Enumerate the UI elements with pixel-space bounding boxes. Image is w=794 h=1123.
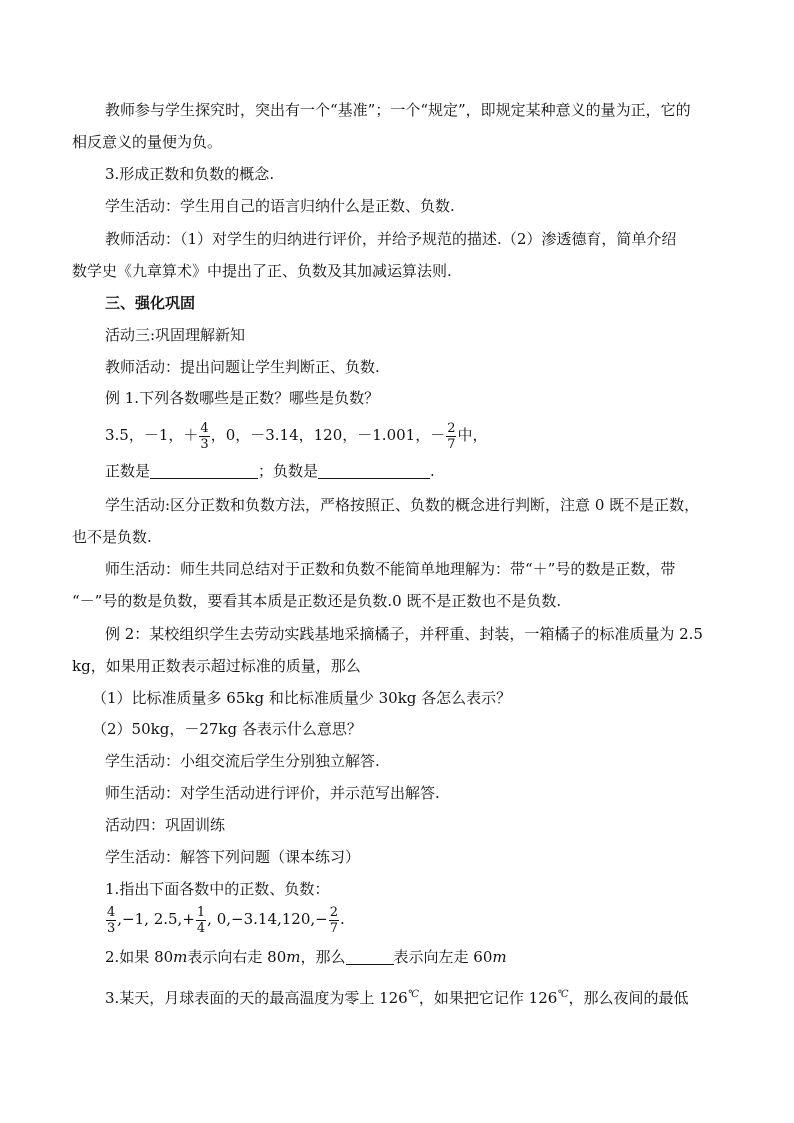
paragraph-student-activity-2-line2: 也不是负数.: [72, 528, 152, 546]
fraction-two-sevenths: $\frac{2}{7}$: [329, 904, 339, 936]
paragraph-summary-line2: “－”号的数是负数，要看其本质是正数还是负数.0 既不是正数也不是负数.: [72, 592, 562, 610]
exercise-1-number-list: $\frac{4}{3}$ ,−1, 2.5,+ $\frac{1}{4}$ , 0,−3.14,120,− $\frac{2}{7}$ .: [107, 904, 345, 936]
paragraph-benchmark-line2: 相反意义的量便为负。: [72, 133, 223, 151]
ex1-text-c: 中，: [457, 426, 488, 444]
paragraph-student-activity-2-line1: 学生活动:区分正数和负数方法，严格按照正、负数的概念进行判断，注意 0 既不是正数，: [105, 496, 700, 514]
ex1-text-b: ，0，－3.14，120，－1.001，－: [210, 426, 446, 444]
paragraph-benchmark-line1: 教师参与学生探究时，突出有一个“基准”；一个“规定”，即规定某种意义的量为正，它的: [105, 101, 691, 119]
fraction-four-thirds: $\frac{4}{3}$: [107, 904, 116, 936]
paragraph-concept-heading: 3.形成正数和负数的概念.: [105, 165, 275, 183]
fraction-four-thirds: $\frac{4}{3}$: [200, 420, 209, 452]
paragraph-summary-line1: 师生活动：师生共同总结对于正数和负数不能简单地理解为：带“＋”号的数是正数，带: [105, 560, 676, 578]
negative-numbers-blank[interactable]: [318, 462, 430, 479]
exercise-3: 3.某天，月球表面的天的最高温度为零上 126℃，如果把它记作 126℃，那么夜间的最低: [105, 989, 689, 1007]
paragraph-student-activity-3: 学生活动：小组交流后学生分别独立解答.: [105, 752, 380, 770]
exercise-2: 2.如果 80m表示向右走 80m，那么 表示向左走 60m: [105, 948, 507, 966]
fraction-one-quarter: $\frac{1}{4}$: [196, 904, 206, 936]
paragraph-activity-four: 活动四：巩固训练: [105, 816, 226, 834]
paragraph-teacher-question: 教师活动：提出问题让学生判断正、负数.: [105, 358, 380, 376]
paragraph-answer-blanks: 正数是 ；负数是 .: [105, 462, 435, 480]
paragraph-example-1: 例 1.下列各数哪些是正数？哪些是负数？: [105, 389, 380, 407]
example-1-number-list: [105, 418, 794, 452]
positive-numbers-blank[interactable]: [150, 462, 258, 479]
paragraph-example-2-line2: kg，如果用正数表示超过标准的质量，那么: [72, 657, 361, 675]
paragraph-example-2-line1: 例 2：某校组织学生去劳动实践基地采摘橘子，并秤重、封装，一箱橘子的标准质量为 2.5: [105, 625, 703, 643]
ex1-text-a: 3.5，－1，＋: [105, 426, 199, 444]
paragraph-activity-three: 活动三:巩固理解新知: [105, 326, 246, 344]
paragraph-student-exercise: 学生活动：解答下列问题（课本练习）: [105, 848, 361, 866]
fraction-two-sevenths: $\frac{2}{7}$: [447, 420, 456, 452]
paragraph-teacher-activity-line1: 教师活动：（1）对学生的归纳进行评价，并给予规范的描述.（2）渗透德育，简单介绍: [105, 230, 677, 248]
exercise-1-prompt: 1.指出下面各数中的正数、负数：: [105, 880, 330, 898]
paragraph-teacher-activity-line2: 数学史《九章算术》中提出了正、负数及其加减运算法则.: [72, 262, 452, 280]
paragraph-teacher-student-activity: 师生活动：对学生活动进行评价，并示范写出解答.: [105, 784, 440, 802]
section-heading-consolidate: 三、强化巩固: [105, 294, 196, 312]
exercise-2-blank[interactable]: [346, 948, 394, 965]
example-2-question-1: （1）比标准质量多 65kg 和比标准质量少 30kg 各怎么表示？: [92, 689, 512, 707]
example-2-question-2: （2）50kg，－27kg 各表示什么意思？: [92, 720, 362, 738]
paragraph-student-activity-1: 学生活动：学生用自己的语言归纳什么是正数、负数.: [105, 197, 455, 215]
